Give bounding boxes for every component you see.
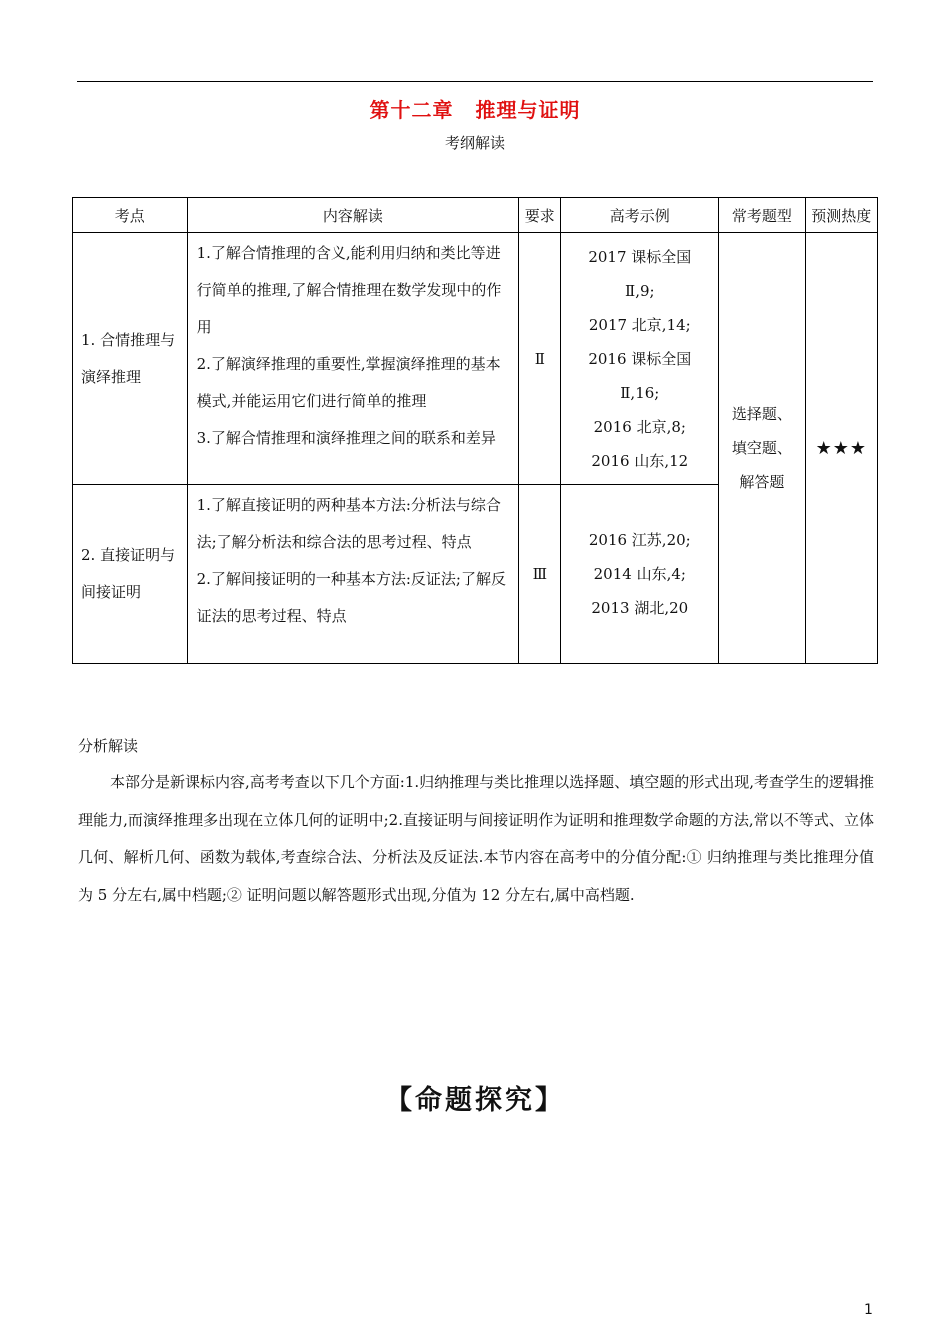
header-point: 考点 [73,198,188,233]
example-line: 2016 北京,8; [593,417,686,436]
exam-point-cell: 2. 直接证明与间接证明 [73,485,188,664]
requirement-cell: Ⅲ [519,485,561,664]
examples-cell [561,233,719,485]
table-row [73,233,878,485]
question-type: 解答题 [739,473,785,491]
table-header-row [73,198,878,233]
question-type: 填空题、 [731,439,792,457]
heat-rating: ★★★ [805,233,877,664]
examples-cell [561,485,719,664]
content-cell [187,485,519,664]
chapter-title [0,94,950,123]
content-item: 3.了解合情推理和演绎推理之间的联系和差异 [196,429,496,447]
chapter-name: 推理与证明 [475,98,581,122]
chapter-number: 第十二章 [369,98,454,122]
header-heat: 预测热度 [805,198,877,233]
example-line: 2016 课标全国 [588,349,692,368]
example-line: 2017 课标全国 [588,247,692,266]
header-content: 内容解读 [187,198,519,233]
example-line: Ⅱ,9; [625,281,655,300]
content-item: 2.了解演绎推理的重要性,掌握演绎推理的基本模式,并能运用它们进行简单的推理 [196,355,501,410]
header-question-type: 常考题型 [719,198,805,233]
exam-point-cell: 1. 合情推理与演绎推理 [73,233,188,485]
question-type: 选择题、 [731,405,792,423]
example-line: 2013 湖北,20 [591,599,689,617]
example-line: Ⅱ,16; [620,383,660,402]
example-line: 2014 山东,4; [593,565,686,583]
example-line: 2016 江苏,20; [588,531,691,549]
header-requirement: 要求 [519,198,561,233]
analysis-heading: 分析解读 [78,737,139,755]
header-examples: 高考示例 [561,198,719,233]
requirement-cell: Ⅱ [519,233,561,485]
syllabus-table [72,197,878,664]
content-item: 1.了解直接证明的两种基本方法:分析法与综合法;了解分析法和综合法的思考过程、特点 [196,496,501,551]
content-item: 1.了解合情推理的含义,能利用归纳和类比等进行简单的推理,了解合情推理在数学发现中的作用 [196,244,502,336]
question-type-cell [719,233,805,664]
example-line: 2017 北京,14; [588,315,691,334]
header-rule [77,81,873,82]
content-item: 2.了解间接证明的一种基本方法:反证法;了解反证法的思考过程、特点 [196,570,506,625]
content-cell [187,233,519,485]
analysis-paragraph: 本部分是新课标内容,高考考查以下几个方面:1.归纳推理与类比推理以选择题、填空题的形式出现,考查学生的逻辑推理能力,而演绎推理多出现在立体几何的证明中;2.直接证明与间接证明作为证明和推理数学命题的方法,常以不等式、立体几何、解析几何、函数为载体,考查综合法、分析法及反证法.本节内容在高考中的分值分配:① 归纳推理与类比推理分值为 5 分左右,属中档题;② 证明问题以解答题形式出现,分值为 12 分左右,属中高档题. [78,773,874,904]
example-line: 2016 山东,12 [591,451,689,470]
section-banner: 【命题探究】 [385,1085,565,1116]
page-number: 1 [864,1302,873,1318]
section-subtitle: 考纲解读 [444,134,505,152]
